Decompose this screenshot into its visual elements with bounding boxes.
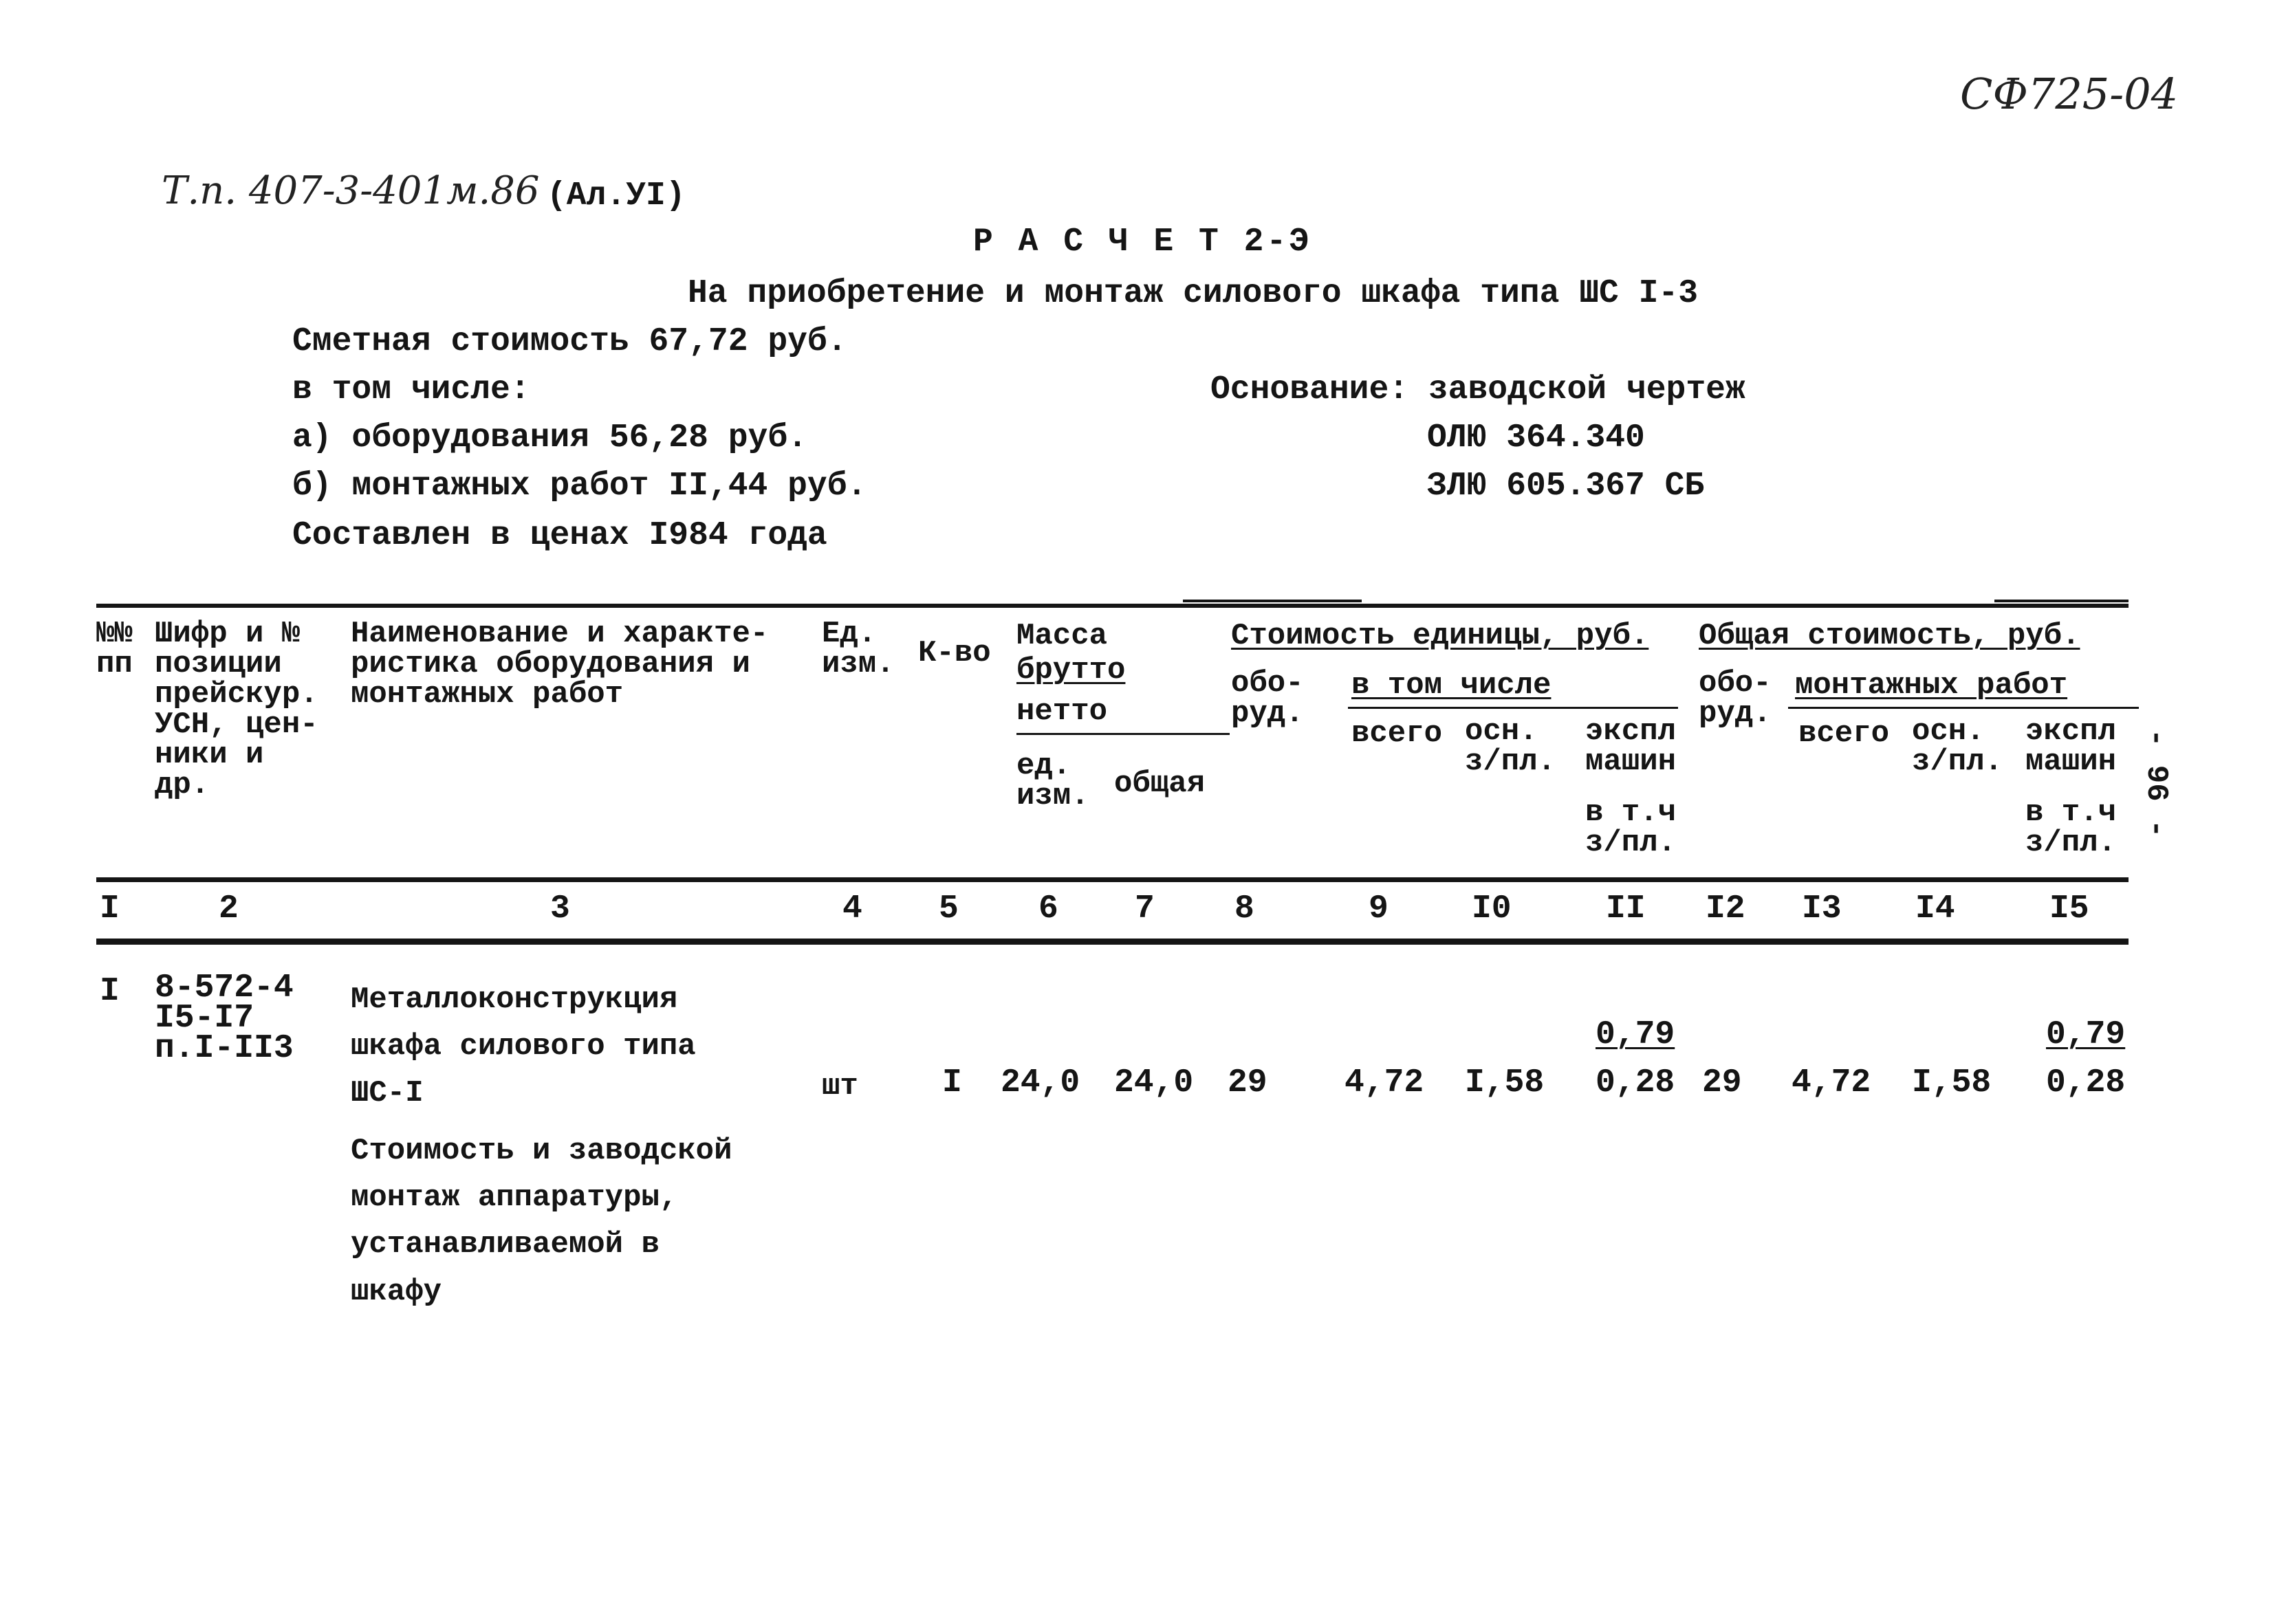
column-number-14: I4 (1915, 890, 1955, 928)
basis-drawing-2: ЗЛЮ 605.367 СБ (1427, 468, 1705, 505)
row-mass-unit: 24,0 (1001, 1064, 1080, 1101)
header-rule-fragment-2 (1994, 600, 2129, 602)
column-number-1: I (100, 890, 120, 928)
row-no: I (100, 973, 120, 1010)
table-top-rule (96, 604, 2129, 608)
column-number-12: I2 (1706, 890, 1745, 928)
header-equip: обо- руд. (1231, 666, 1304, 731)
header-unit: Ед. изм. (822, 617, 895, 681)
row-total-total: 4,72 (1792, 1064, 1871, 1101)
note-text: Стоимость и заводской монтаж аппаратуры, устанавливаемой в шкафу (351, 1134, 732, 1309)
header-rule-fragment (1183, 600, 1362, 602)
basis-label: Основание: заводской чертеж (1210, 371, 1745, 408)
row-code: 8-572-4 I5-I7 п.I-II3 (155, 969, 294, 1068)
incl-rule (1348, 707, 1678, 709)
header-mass-gross: брутто (1016, 653, 1126, 688)
header-qty: К-во (918, 636, 991, 670)
row-unit: шт (822, 1069, 858, 1104)
document-title: Р А С Ч Е Т 2-Э (973, 223, 1312, 261)
header-name: Наименование и характе- ристика оборудования и монтажных работ (351, 617, 769, 712)
installation-cost: б) монтажных работ II,44 руб. (292, 468, 867, 505)
header-install-work: монтажных работ (1795, 668, 2068, 703)
header-mass-net: нетто (1016, 694, 1108, 729)
header-total-2: всего (1798, 716, 1890, 751)
row-machine-op-bottom-total: 0,28 (2046, 1064, 2126, 1101)
mass-net-rule (1016, 733, 1230, 735)
header-base-wage: осн. з/пл. (1465, 714, 1556, 779)
row-total-unit: 4,72 (1345, 1064, 1424, 1101)
row-base-wage-unit: I,58 (1465, 1064, 1545, 1101)
header-equip-2: обо- руд. (1699, 666, 1772, 731)
row-equip-unit: 29 (1228, 1064, 1267, 1101)
column-number-10: I0 (1472, 890, 1512, 928)
header-incl: в том числе (1351, 668, 1552, 703)
row-base-wage-total: I,58 (1912, 1064, 1992, 1101)
header-base-wage-2: осн. з/пл. (1912, 714, 2003, 779)
basis-drawing-1: ОЛЮ 364.340 (1427, 419, 1645, 457)
including-label: в том числе: (292, 371, 530, 408)
header-mass-unit: ед. изм. (1016, 749, 1089, 813)
header-incl-wage: в т.ч з/пл. (1585, 795, 1677, 860)
header-mass: Масса (1016, 619, 1108, 653)
column-number-11: II (1606, 890, 1646, 928)
column-number-9: 9 (1369, 890, 1389, 928)
column-number-7: 7 (1135, 890, 1155, 928)
row-equip-total: 29 (1702, 1064, 1742, 1101)
album-ref: (Ал.УI) (547, 177, 686, 215)
header-total-cost: Общая стоимость, руб. (1699, 619, 2080, 653)
numbers-bottom-rule (96, 939, 2129, 945)
column-number-8: 8 (1234, 890, 1254, 928)
install-work-rule (1788, 707, 2139, 709)
header-unit-cost: Стоимость единицы, руб. (1231, 619, 1649, 653)
row-machine-op-top: 0,79 (1596, 1016, 1675, 1053)
column-number-5: 5 (939, 890, 959, 928)
header-machine-op: экспл машин (1585, 714, 1677, 779)
header-mass-total: общая (1114, 767, 1206, 801)
row-machine-op-bottom: 0,28 (1596, 1064, 1675, 1101)
estimated-cost: Сметная стоимость 67,72 руб. (292, 323, 847, 360)
document-subtitle: На приобретение и монтаж силового шкафа типа ШС I-3 (688, 275, 1699, 312)
column-number-3: 3 (550, 890, 570, 928)
handwritten-document-code: СФ725-04 (1960, 69, 2179, 119)
header-code: Шифр и № позиции прейскур. УСН, цен- ники и др. (155, 617, 318, 802)
header-bottom-rule (96, 877, 2129, 882)
header-incl-wage-2: в т.ч з/пл. (2025, 795, 2117, 860)
row-mass-total: 24,0 (1114, 1064, 1194, 1101)
column-number-15: I5 (2049, 890, 2089, 928)
column-number-13: I3 (1802, 890, 1842, 928)
row-name: Металлоконструкция шкафа силового типа ШС-I (351, 983, 696, 1111)
header-total: всего (1351, 716, 1443, 751)
handwritten-project-ref: Т.п. 407-3-401м.86 (162, 168, 540, 213)
row-machine-op-top-total: 0,79 (2046, 1016, 2126, 1053)
equipment-cost: а) оборудования 56,28 руб. (292, 419, 807, 457)
column-number-4: 4 (842, 890, 862, 928)
column-number-2: 2 (219, 890, 239, 928)
row-qty: I (942, 1064, 962, 1101)
page-number: - 96 - (2139, 729, 2173, 838)
column-number-6: 6 (1038, 890, 1058, 928)
header-machine-op-2: экспл машин (2025, 714, 2117, 779)
prices-year: Составлен в ценах I984 года (292, 517, 827, 554)
header-no: №№ пп (96, 617, 133, 681)
